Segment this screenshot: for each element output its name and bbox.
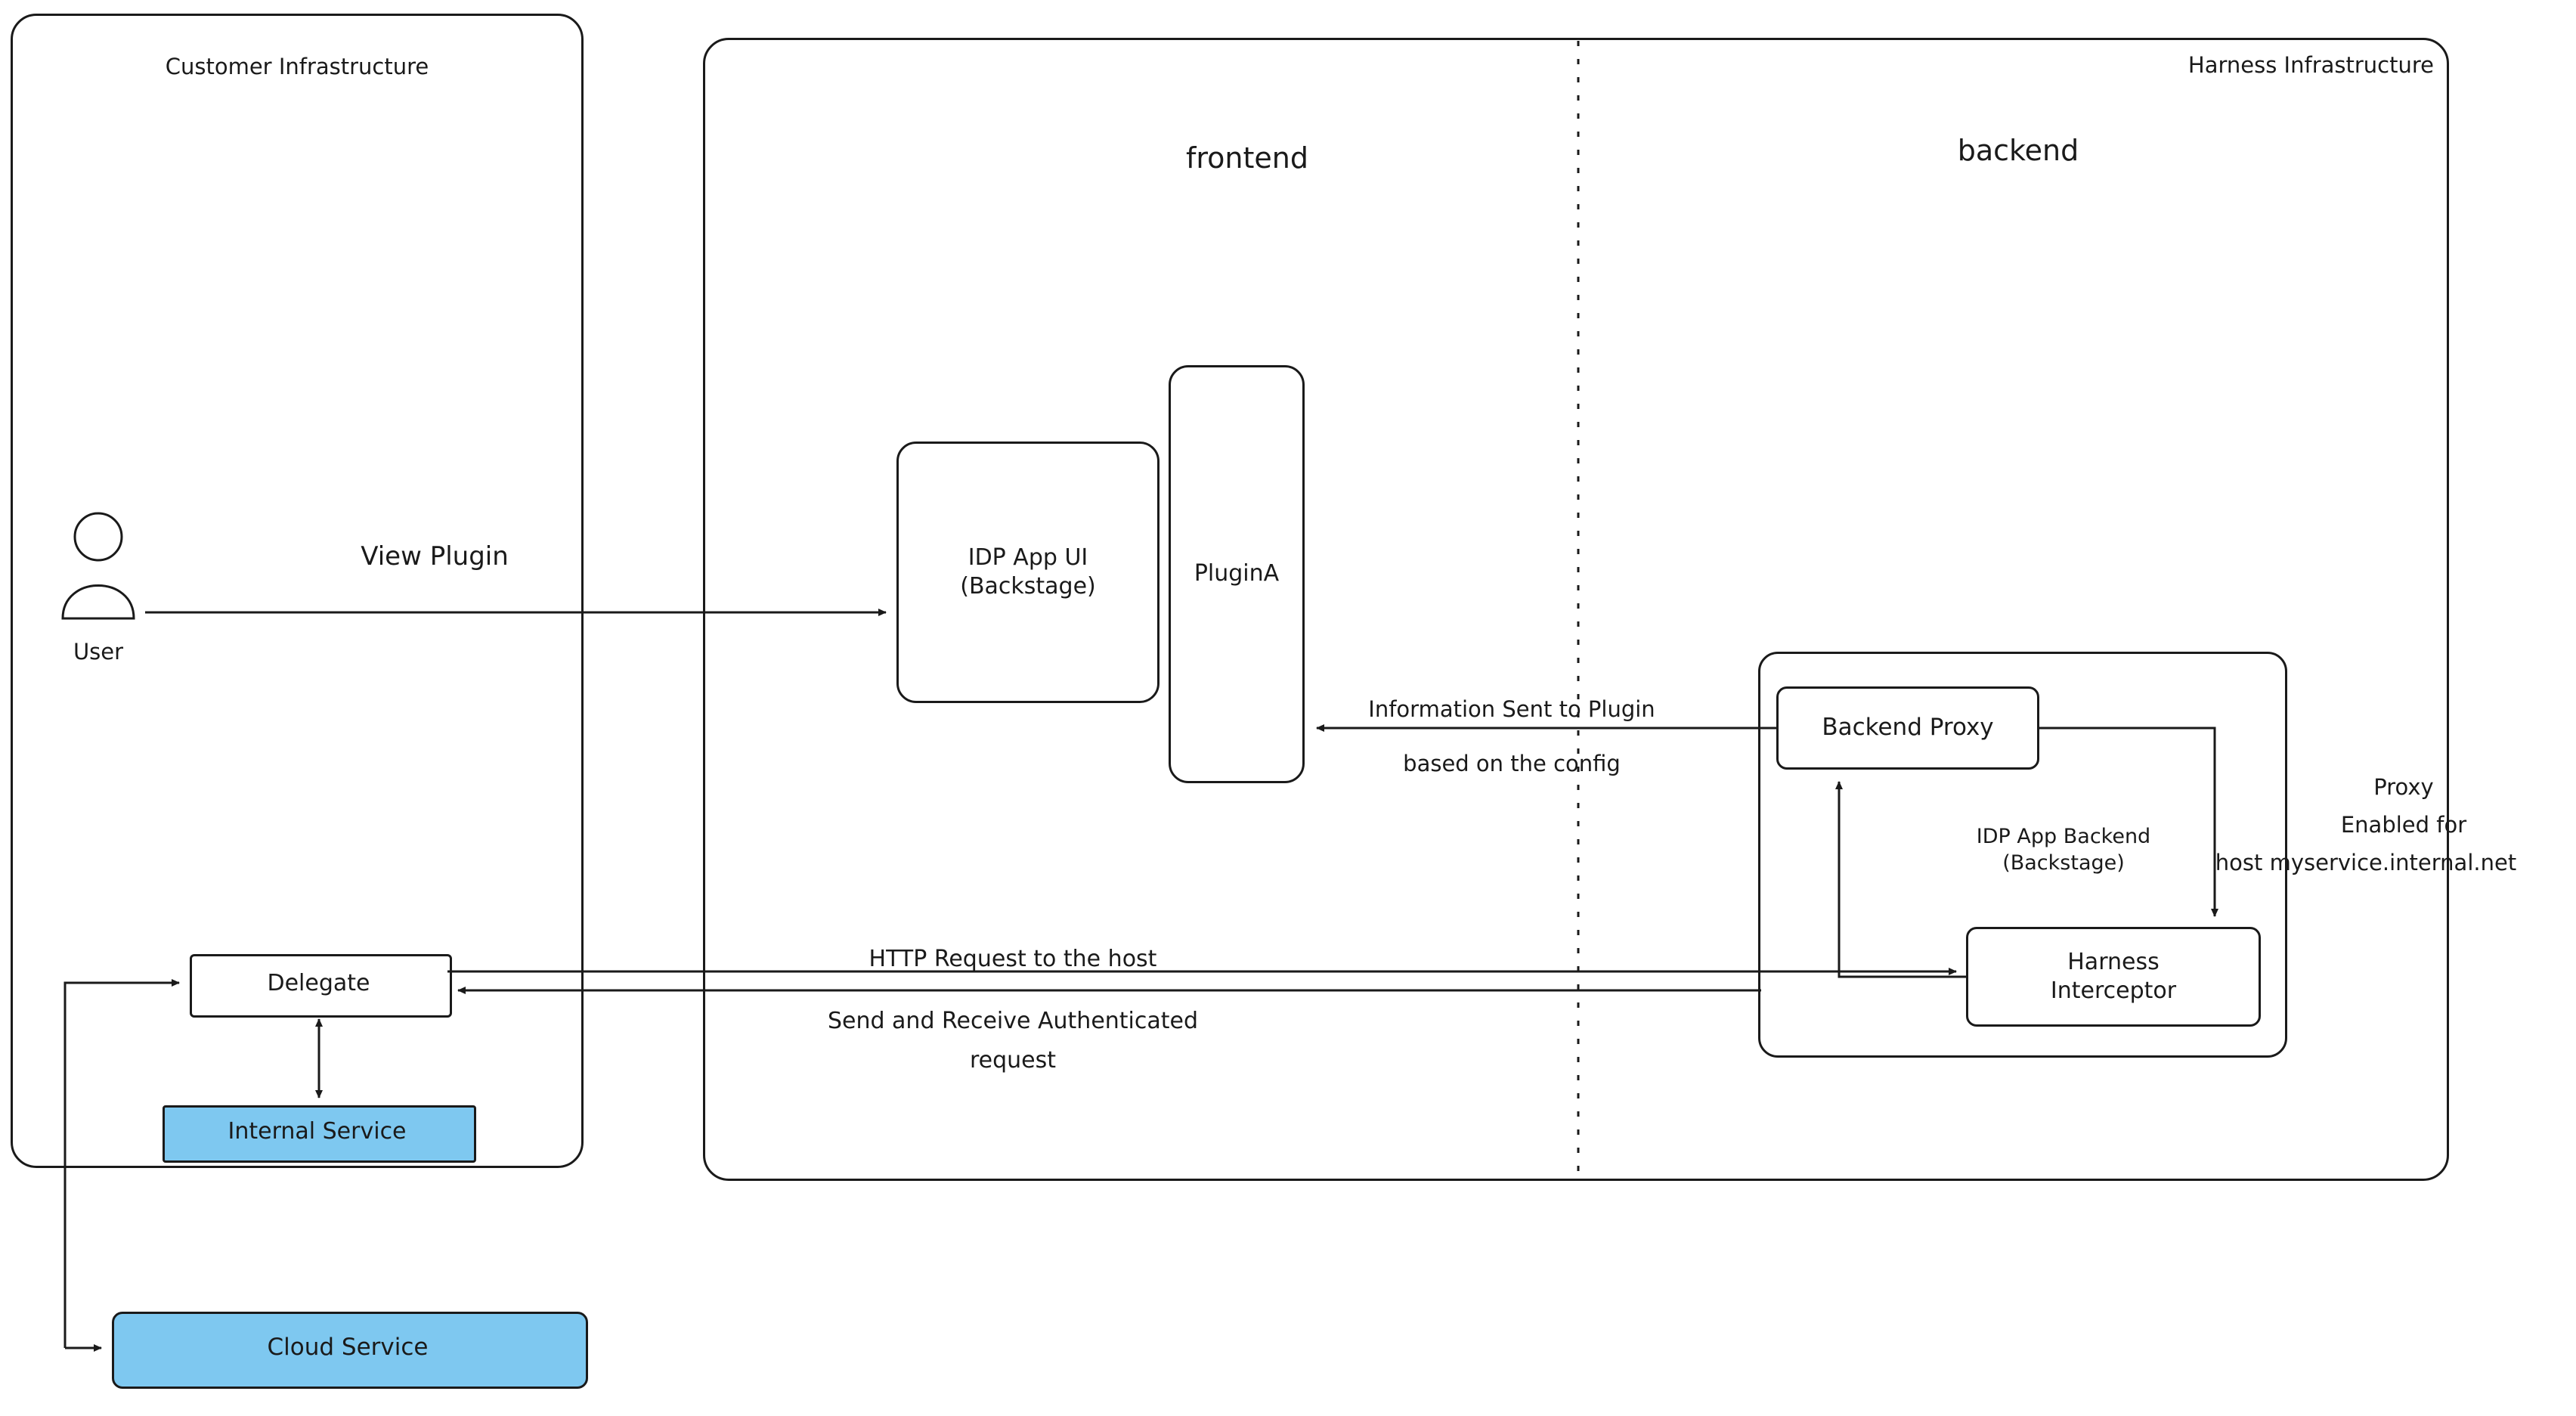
section-label-backend: backend — [1957, 134, 2079, 167]
edge-label-information-sent-line1: Information Sent to Plugin — [1368, 696, 1655, 722]
node-label-delegate: Delegate — [267, 969, 370, 996]
node-label-plugin-a: PluginA — [1194, 560, 1280, 587]
node-label-harness-interceptor: Harness Interceptor — [2050, 948, 2177, 1004]
edge-label-send-receive-line2: request — [969, 1047, 1057, 1074]
node-label-backend-proxy: Backend Proxy — [1822, 714, 1994, 742]
edge-label-proxy-enabled-line3: host myservice.internal.net — [2215, 850, 2517, 875]
node-label-user: User — [73, 639, 124, 665]
group-label-harness-infrastructure: Harness Infrastructure — [2187, 52, 2434, 78]
section-label-frontend: frontend — [1186, 141, 1308, 175]
node-label-cloud-service: Cloud Service — [267, 1334, 429, 1362]
group-label-idp-app-backend: IDP App Backend (Backstage) — [1976, 825, 2151, 875]
node-label-internal-service: Internal Service — [228, 1117, 407, 1145]
node-label-idp-app-ui: IDP App UI (Backstage) — [960, 544, 1096, 600]
edge-label-http-request: HTTP Request to the host — [868, 946, 1157, 972]
edge-label-proxy-enabled-line2: Enabled for — [2340, 812, 2467, 838]
edge-label-view-plugin: View Plugin — [361, 541, 509, 572]
edge-label-proxy-enabled-line1: Proxy — [2373, 774, 2434, 800]
group-label-customer-infrastructure: Customer Infrastructure — [165, 54, 429, 79]
edge-label-information-sent-line2: based on the config — [1403, 751, 1621, 776]
edge-label-send-receive-line1: Send and Receive Authenticated — [827, 1008, 1199, 1034]
